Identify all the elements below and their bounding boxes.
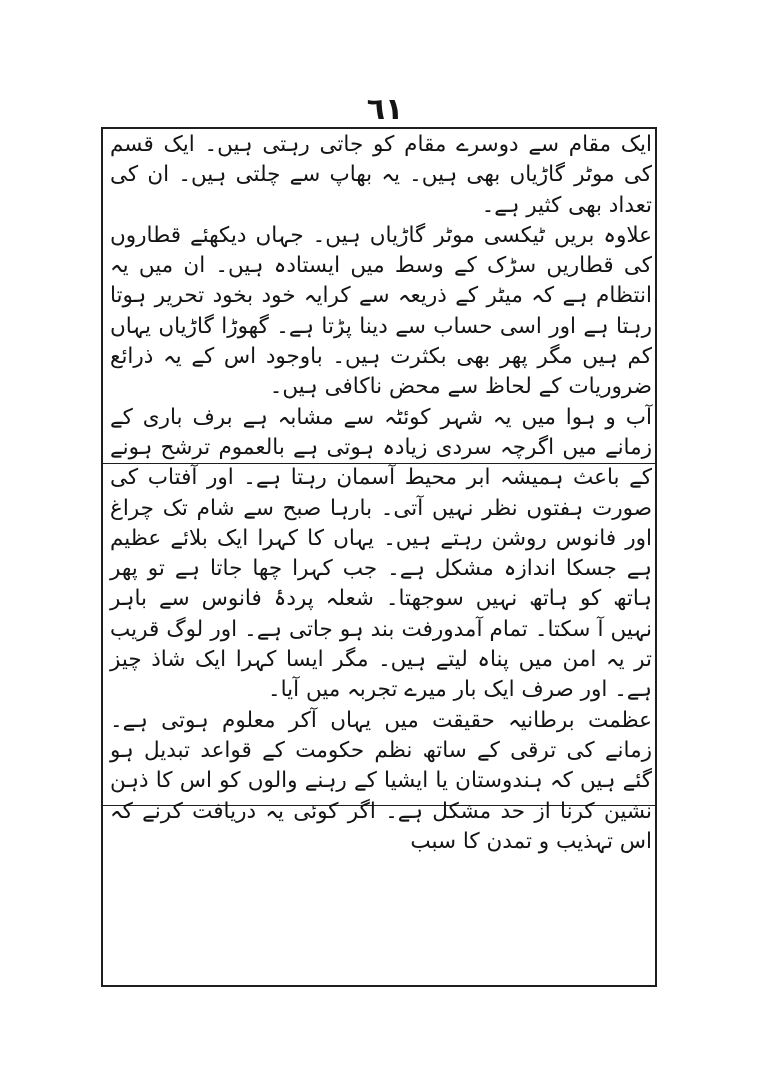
page-body-text <box>106 130 656 985</box>
paragraph: علاوہ بریں ٹیکسی موٹر گاڑیاں ہیں۔ جہاں دیکھئے قطاروں کی قطاریں سڑک کے وسط میں ایستادہ ہیں۔ ان میں یہ انتظام ہے کہ میٹر کے ذریعہ سے کرایہ خود بخود تحریر ہوتا رہتا ہے اور اسی حساب سے دینا پڑتا ہے۔ گھوڑا گاڑیاں یہاں کم ہیں مگر پھر بھی بکثرت ہیں۔ باوجود اس کے یہ ذرائع ضروریات کے لحاظ سے محض ناکافی ہیں۔ <box>110 222 652 400</box>
paragraph: آب و ہوا میں یہ شہر کوئٹہ سے مشابہ ہے برف باری کے زمانے میں اگرچہ سردی زیادہ ہوتی ہے بالعموم ترشح ہونے کے باعث ہمیشہ ابر محیط آسمان رہتا ہے۔ اور آفتاب کی صورت ہفتوں نظر نہیں آتی۔ بارہا صبح سے شام تک چراغ اور فانوس روشن رہتے ہیں۔ یہاں کا کہرا ایک بلائے عظیم ہے جسکا اندازہ مشکل ہے۔ جب کہرا چھا جاتا ہے تو پھر ہاتھ کو ہاتھ نہیں سوجھتا۔ شعلہ پردۂ فانوس سے باہر نہیں آ سکتا۔ تمام آمدورفت بند ہو جاتی ہے۔ اور لوگ قریب تر یہ امن میں پناہ لیتے ہیں۔ مگر ایسا کہرا ایک شاذ چیز ہے۔ اور صرف ایک بار میرے تجربہ میں آیا۔ <box>110 404 652 703</box>
paragraph: عظمت برطانیہ حقیقت میں یہاں آکر معلوم ہوتی ہے۔ زمانے کی ترقی کے ساتھ نظم حکومت کے قواعد تبدیل ہو گئے ہیں کہ ہندوستان یا ایشیا کے رہنے والوں کو اس کا ذہن نشین کرنا از حد مشکل ہے۔ اگر کوئی یہ دریافت کرنے کہ اس تہذیب و تمدن کا سبب <box>110 707 652 854</box>
paragraph: ایک مقام سے دوسرے مقام کو جاتی رہتی ہیں۔ ایک قسم کی موٹر گاڑیاں بھی ہیں۔ یہ بھاپ سے چلتی ہیں۔ ان کی تعداد بھی کثیر ہے۔ <box>110 132 652 218</box>
page-number: ٦١ <box>366 92 404 127</box>
